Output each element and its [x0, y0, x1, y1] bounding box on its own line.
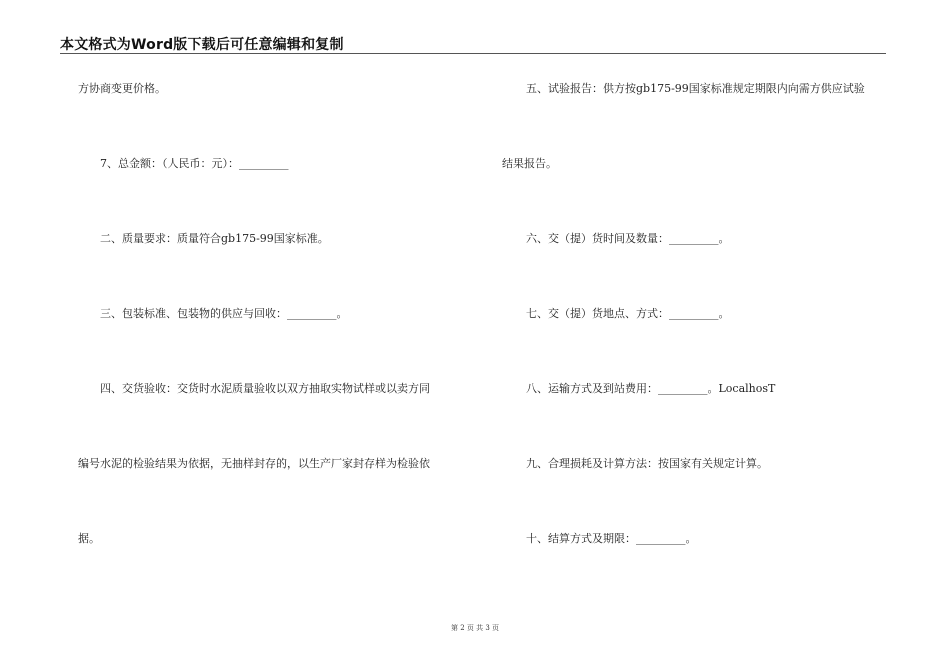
left-line-6: 编号水泥的检验结果为依据，无抽样封存的，以生产厂家封存样为检验依	[78, 457, 430, 470]
right-line-4: 七、交（提）货地点、方式：_________。	[526, 307, 730, 320]
right-line-1: 五、试验报告：供方按gb175-99国家标准规定期限内向需方供应试验	[526, 82, 865, 95]
header-divider	[60, 53, 886, 54]
page-number-footer: 第 2 页 共 3 页	[450, 624, 500, 632]
document-header-title: 本文格式为Word版下载后可任意编辑和复制	[60, 37, 344, 53]
left-line-7: 据。	[78, 532, 100, 545]
left-line-4: 三、包装标准、包装物的供应与回收：_________。	[100, 307, 348, 320]
right-line-7: 十、结算方式及期限：_________。	[526, 532, 697, 545]
left-line-5: 四、交货验收：交货时水泥质量验收以双方抽取实物试样或以卖方同	[100, 382, 430, 395]
left-line-3: 二、质量要求：质量符合gb175-99国家标准。	[100, 232, 329, 245]
left-line-1: 方协商变更价格。	[78, 82, 166, 95]
left-line-2: 7、总金额：（人民币：元）：_________	[100, 157, 289, 170]
right-line-5: 八、运输方式及到站费用：_________。LocalhosT	[526, 382, 776, 395]
right-line-3: 六、交（提）货时间及数量：_________。	[526, 232, 730, 245]
right-line-6: 九、合理损耗及计算方法：按国家有关规定计算。	[526, 457, 768, 470]
right-line-2: 结果报告。	[502, 157, 557, 170]
